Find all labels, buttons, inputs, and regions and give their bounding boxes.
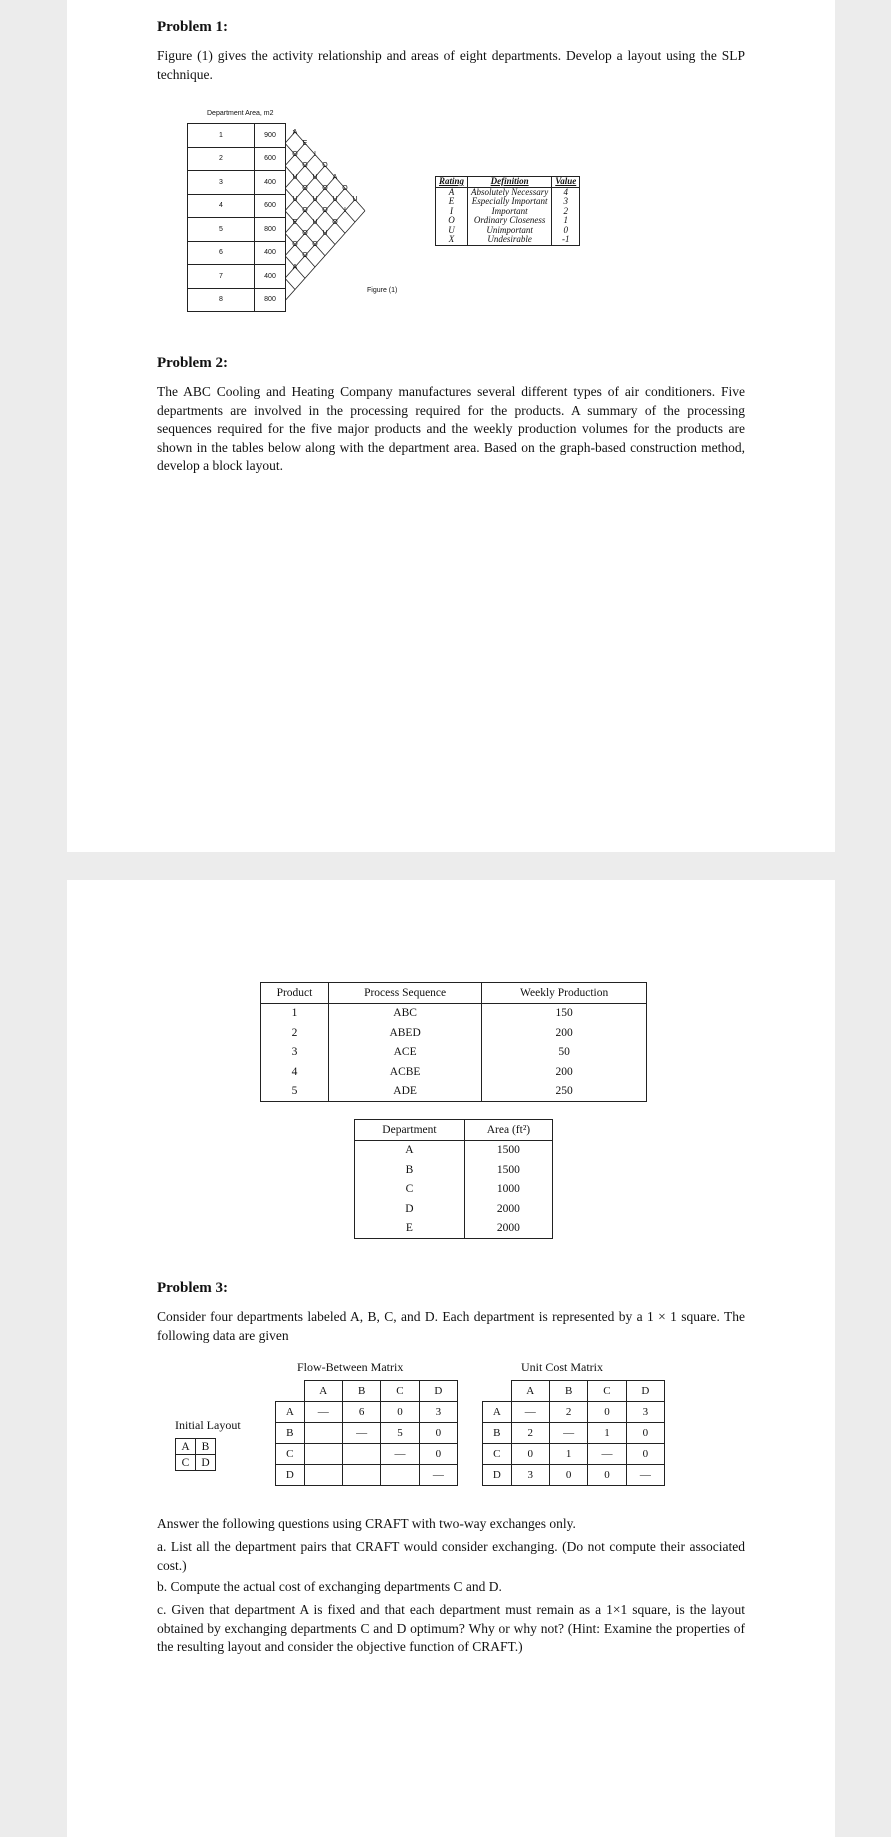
relationship-rating: O [292, 241, 298, 248]
matrix-row-label: C [276, 1444, 305, 1465]
matrix-row [483, 1444, 665, 1465]
matrix-cell: — [304, 1402, 342, 1423]
relationship-rating: O [322, 162, 328, 170]
table-cell: 5 [261, 1082, 329, 1102]
dept-row [188, 194, 286, 218]
matrix-cell [342, 1465, 380, 1486]
rating-cell: E [436, 197, 468, 207]
problem3-text: Consider four departments labeled A, B, C, and D. Each department is represented by a 1 × 1 square. The following data are given [157, 1309, 745, 1343]
dept-number: 5 [188, 218, 255, 242]
matrix-row-label: C [483, 1444, 512, 1465]
relationship-rating: U [292, 196, 298, 203]
matrix-cell: 0 [381, 1402, 419, 1423]
matrix-corner [483, 1381, 512, 1402]
matrix-cell: 6 [342, 1402, 380, 1423]
dept-row [188, 124, 286, 148]
matrix-cell: 2 [549, 1402, 587, 1423]
table-cell: 200 [482, 1023, 647, 1043]
table-cell: 1500 [464, 1140, 552, 1160]
matrix-cell [342, 1444, 380, 1465]
layout-row [176, 1439, 216, 1455]
table-cell: C [355, 1180, 465, 1200]
dept-area: 800 [255, 288, 286, 312]
table-cell: 2 [261, 1023, 329, 1043]
header-cell: Area (ft²) [464, 1120, 552, 1141]
matrix-col-label: C [381, 1381, 419, 1402]
dept-row [188, 265, 286, 289]
rating-row [436, 235, 580, 245]
matrix-cell: — [419, 1465, 457, 1486]
table-cell: 4 [261, 1062, 329, 1082]
table-cell: ABED [328, 1023, 481, 1043]
matrix-row [483, 1465, 665, 1486]
dept-number: 4 [188, 194, 255, 218]
layout-cell: A [176, 1439, 196, 1455]
matrix-header-row [483, 1381, 665, 1402]
table-row [261, 1023, 647, 1043]
matrix-cell: 1 [588, 1423, 626, 1444]
layout-row [176, 1455, 216, 1471]
question-c: c. Given that department A is fixed and that each department must remain as a 1×1 square, is the layout obtained by exchanging departments C and D optimum? Why or why not? (Hint: Examine the properties of the resulting layout and consider the objective function of CRAFT.) [157, 1602, 745, 1654]
dept-area: 800 [255, 218, 286, 242]
table-row [355, 1199, 553, 1219]
matrix-cell: — [342, 1423, 380, 1444]
relationship-rating: U [332, 196, 338, 203]
relationship-letters [285, 130, 425, 320]
matrix-cell [304, 1444, 342, 1465]
dept-number: 3 [188, 171, 255, 195]
matrix-col-label: B [549, 1381, 587, 1402]
rating-cell: -1 [552, 235, 580, 245]
rating-table [435, 176, 580, 246]
matrix-cell: 3 [511, 1465, 549, 1486]
problem2-text: The ABC Cooling and Heating Company manufactures several different types of air conditioners. Five departments are involved in the processing required for the products. A summary of the processing sequences required for the five major products and the weekly production volumes for the products are shown in the tables below along with the department area. Based on the graph-based construction method, develop a block layout. [157, 384, 745, 473]
rating-cell: Important [468, 207, 552, 217]
table-cell: 1 [261, 1003, 329, 1023]
flow-matrix-title: Flow-Between Matrix [297, 1360, 404, 1374]
relationship-rating: E [292, 218, 298, 226]
dept-number: 8 [188, 288, 255, 312]
rating-cell: X [436, 235, 468, 245]
rating-cell: 0 [552, 226, 580, 236]
dept-row [188, 241, 286, 265]
dept-area: 600 [255, 194, 286, 218]
matrix-cell: 1 [549, 1444, 587, 1465]
rating-cell: Unimportant [468, 226, 552, 236]
rating-cell: O [436, 216, 468, 226]
table-cell: 1500 [464, 1160, 552, 1180]
rating-cell: U [436, 226, 468, 236]
matrix-cell: 3 [419, 1402, 457, 1423]
dept-area: 900 [255, 124, 286, 148]
relationship-rating: E [302, 139, 308, 147]
dept-area: 400 [255, 241, 286, 265]
relationship-rating: O [302, 252, 308, 260]
rating-cell: A [436, 187, 468, 197]
matrix-col-label: B [342, 1381, 380, 1402]
relationship-rating: U [352, 196, 358, 203]
table-row [261, 1043, 647, 1063]
matrix-col-label: A [511, 1381, 549, 1402]
relationship-rating: I [344, 207, 346, 215]
initial-layout-grid [175, 1438, 216, 1471]
table-cell: D [355, 1199, 465, 1219]
problem3-title: Problem 3: [157, 1280, 228, 1296]
relationship-rating: O [302, 162, 308, 170]
rating-header-cell: Definition [468, 177, 552, 188]
layout-cell: B [196, 1439, 216, 1455]
rating-cell: 2 [552, 207, 580, 217]
header-cell: Weekly Production [482, 983, 647, 1004]
table-row [355, 1180, 553, 1200]
rating-header-cell: Value [552, 177, 580, 188]
matrix-cell: 0 [549, 1465, 587, 1486]
table-cell: 2000 [464, 1199, 552, 1219]
dept-area: 400 [255, 265, 286, 289]
rating-cell: I [436, 207, 468, 217]
rating-cell: Undesirable [468, 235, 552, 245]
dept-area: 400 [255, 171, 286, 195]
table-row [355, 1140, 553, 1160]
matrix-cell [381, 1465, 419, 1486]
craft-instruction: Answer the following questions using CRAFT with two-way exchanges only. [157, 1516, 576, 1531]
matrix-cell: 0 [588, 1402, 626, 1423]
relationship-rating: A [332, 173, 338, 181]
matrix-cell [304, 1465, 342, 1486]
header-cell: Department [355, 1120, 465, 1141]
rating-cell: 3 [552, 197, 580, 207]
matrix-cell: 3 [626, 1402, 664, 1423]
matrix-cell: 0 [511, 1444, 549, 1465]
dept-row [188, 288, 286, 312]
header-cell: Product [261, 983, 329, 1004]
dept-row [188, 218, 286, 242]
table-cell: 250 [482, 1082, 647, 1102]
relationship-rating: U [312, 196, 318, 203]
dept-number: 7 [188, 265, 255, 289]
table-cell: 50 [482, 1043, 647, 1063]
cost-matrix [482, 1380, 665, 1486]
matrix-col-label: D [626, 1381, 664, 1402]
question-b: b. Compute the actual cost of exchanging departments C and D. [157, 1579, 502, 1594]
matrix-row [276, 1465, 458, 1486]
matrix-header-row [276, 1381, 458, 1402]
matrix-cell: — [381, 1444, 419, 1465]
rating-cell: 1 [552, 216, 580, 226]
matrix-corner [276, 1381, 305, 1402]
figure-caption: Figure (1) [367, 287, 398, 294]
relationship-rating: O [302, 207, 308, 215]
dept-area-header: Department Area, m2 [207, 110, 274, 117]
matrix-cell: — [549, 1423, 587, 1444]
question-a: a. List all the department pairs that CRAFT would consider exchanging. (Do not compute their associated cost.) [157, 1539, 745, 1573]
product-table [260, 982, 647, 1102]
matrix-cell: 0 [588, 1465, 626, 1486]
relationship-rating: U [312, 218, 318, 226]
matrix-cell: 0 [626, 1423, 664, 1444]
initial-layout-label: Initial Layout [175, 1418, 241, 1432]
page-1 [67, 0, 835, 852]
header-cell: Process Sequence [328, 983, 481, 1004]
flow-matrix [275, 1380, 458, 1486]
matrix-cell: — [511, 1402, 549, 1423]
matrix-row-label: A [483, 1402, 512, 1423]
problem2-title: Problem 2: [157, 355, 228, 371]
matrix-row [276, 1423, 458, 1444]
table-cell: 3 [261, 1043, 329, 1063]
relationship-rating: O [322, 184, 328, 192]
relationship-rating: A [292, 263, 298, 271]
table-cell: ACBE [328, 1062, 481, 1082]
dept-number: 1 [188, 124, 255, 148]
page-2 [67, 880, 835, 1837]
dept-number: 2 [188, 147, 255, 171]
relationship-rating: U [312, 173, 318, 181]
matrix-cell: 0 [419, 1423, 457, 1444]
table-row [355, 1160, 553, 1180]
table-cell: B [355, 1160, 465, 1180]
matrix-row-label: A [276, 1402, 305, 1423]
relationship-rating: O [342, 184, 348, 192]
relationship-rating: O [322, 207, 328, 215]
table-cell: 1000 [464, 1180, 552, 1200]
matrix-row [276, 1444, 458, 1465]
relationship-rating: A [292, 128, 298, 136]
problem1-title: Problem 1: [157, 19, 228, 35]
relationship-rating: O [292, 151, 298, 158]
matrix-cell: — [626, 1465, 664, 1486]
matrix-cell: — [588, 1444, 626, 1465]
matrix-row-label: D [483, 1465, 512, 1486]
problem1-text: Figure (1) gives the activity relationship and areas of eight departments. Develop a layout using the SLP technique. [157, 48, 745, 82]
rating-header-cell: Rating [436, 177, 468, 188]
table-row [355, 1219, 553, 1239]
dept-area-table [187, 123, 286, 312]
dept-row [188, 171, 286, 195]
relationship-rating: O [302, 184, 308, 192]
table-cell: 200 [482, 1062, 647, 1082]
matrix-row [483, 1423, 665, 1444]
relationship-rating: O [332, 218, 338, 226]
matrix-col-label: C [588, 1381, 626, 1402]
matrix-cell: 5 [381, 1423, 419, 1444]
table-cell: A [355, 1140, 465, 1160]
matrix-row-label: B [483, 1423, 512, 1444]
table-cell: E [355, 1219, 465, 1239]
layout-cell: D [196, 1455, 216, 1471]
relationship-rating: U [292, 173, 298, 181]
table-cell: ABC [328, 1003, 481, 1023]
rating-cell: Ordinary Closeness [468, 216, 552, 226]
matrix-row-label: D [276, 1465, 305, 1486]
table-row [261, 1082, 647, 1102]
rating-cell: Absolutely Necessary [468, 187, 552, 197]
table-cell: 150 [482, 1003, 647, 1023]
layout-cell: C [176, 1455, 196, 1471]
matrix-cell: 0 [419, 1444, 457, 1465]
matrix-col-label: A [304, 1381, 342, 1402]
matrix-row [276, 1402, 458, 1423]
dept-row [188, 147, 286, 171]
rating-cell: 4 [552, 187, 580, 197]
relationship-rating: U [322, 229, 328, 237]
matrix-cell: 2 [511, 1423, 549, 1444]
relationship-rating: I [314, 151, 316, 158]
matrix-cell: 0 [626, 1444, 664, 1465]
rating-cell: Especially Important [468, 197, 552, 207]
table-cell: ACE [328, 1043, 481, 1063]
table-cell: ADE [328, 1082, 481, 1102]
matrix-cell [304, 1423, 342, 1444]
area-table [354, 1119, 553, 1239]
table-cell: 2000 [464, 1219, 552, 1239]
cost-matrix-title: Unit Cost Matrix [521, 1360, 604, 1374]
table-row [261, 1062, 647, 1082]
matrix-row-label: B [276, 1423, 305, 1444]
matrix-col-label: D [419, 1381, 457, 1402]
relationship-rating: O [312, 241, 318, 248]
relationship-rating: O [302, 229, 308, 237]
table-row [261, 1003, 647, 1023]
dept-number: 6 [188, 241, 255, 265]
matrix-row [483, 1402, 665, 1423]
dept-area: 600 [255, 147, 286, 171]
